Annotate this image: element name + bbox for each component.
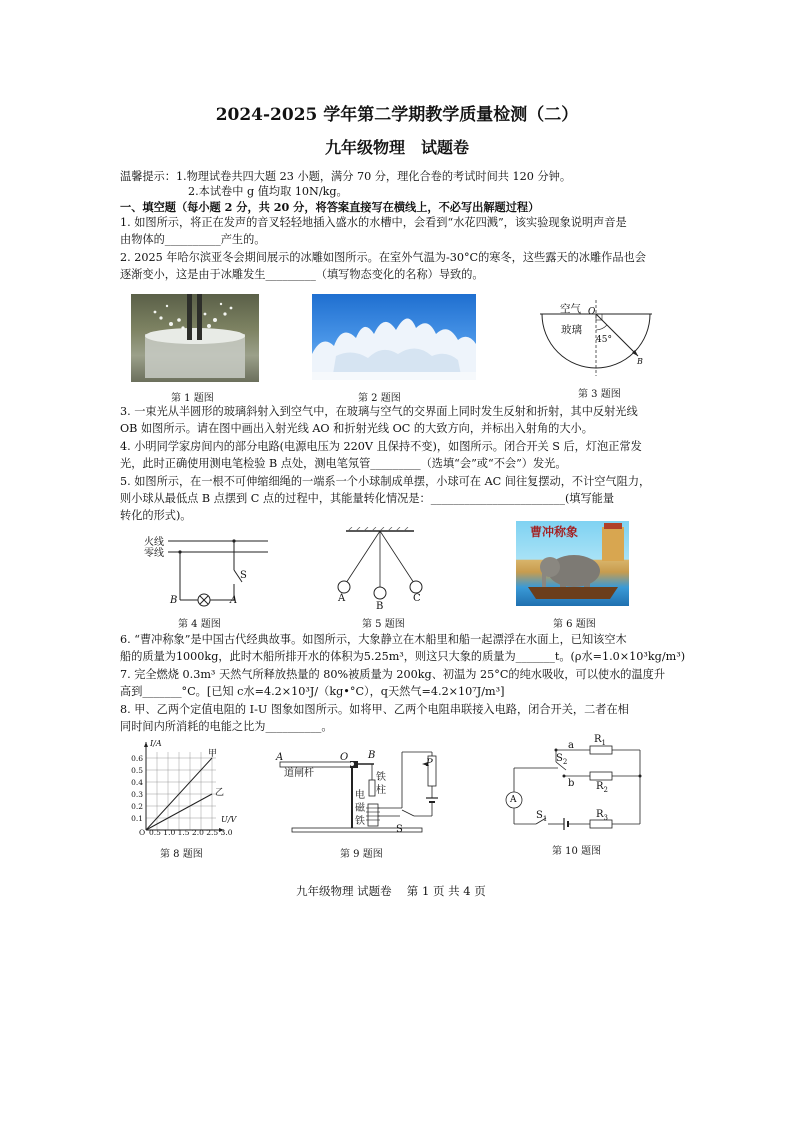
fig5-caption: 第 5 题图 bbox=[362, 619, 405, 630]
q7-line-2: 高到_______°C。[已知 c水=4.2×10³J/（kg•°C），q天然气=4.2×10⁷J/m³] bbox=[120, 685, 505, 698]
r1-letter: R bbox=[594, 734, 602, 745]
fig10-caption: 第 10 题图 bbox=[552, 846, 602, 857]
q3-line-2: OB 如图所示。请在图中画出入射光线 AO 和折射光线 OC 的大致方向，并标出入射角的大小。 bbox=[120, 422, 593, 435]
fig6-title: 曹冲称象 bbox=[530, 525, 579, 539]
fig9-em3: 铁 bbox=[355, 816, 365, 827]
r1-sub: 1 bbox=[601, 739, 606, 747]
s1-sub: 1 bbox=[542, 815, 548, 823]
fig9-s-label: S bbox=[396, 824, 403, 835]
fig8-xticks: 0.5 1.0 1.5 2.0 2.5 3.0 bbox=[149, 828, 233, 837]
ytick: 0.6 bbox=[131, 754, 143, 763]
fig9-iron1: 铁 bbox=[376, 772, 386, 783]
q8-line-2: 同时间内所消耗的电能之比为__________。 bbox=[120, 720, 333, 733]
fig8-yticks bbox=[129, 753, 143, 825]
ice-sculpture-image bbox=[312, 294, 476, 380]
tips-line-1: 温馨提示：1.物理试卷共四大题 23 小题，满分 70 分，理化合卷的考试时间共 120 分钟。 bbox=[120, 170, 572, 183]
r2-letter: R bbox=[596, 781, 604, 792]
fig8-origin: O bbox=[139, 828, 146, 837]
fig10-s2-label bbox=[556, 752, 567, 769]
fig10-s1-label bbox=[536, 809, 547, 826]
fig10-circuit bbox=[500, 738, 650, 834]
q1-line-1: 1. 如图所示，将正在发声的音叉轻轻地插入盛水的水槽中，会看到“水花四溅”，该实验现象说明声音是 bbox=[120, 216, 627, 229]
q2-line-2: 逐渐变小，这是由于冰雕发生_________（填写物态变化的名称）导致的。 bbox=[120, 268, 484, 281]
q5-line-3: 转化的形式)。 bbox=[120, 509, 192, 522]
q6-line-2: 船的质量为1000kg，此时木船所排开水的体积为5.25m³，则这只大象的质量为_______t。(ρ水=1.0×10³kg/m³) bbox=[120, 650, 686, 663]
q1-line-2: 由物体的__________产生的。 bbox=[120, 233, 266, 246]
fig4-caption: 第 4 题图 bbox=[178, 619, 221, 630]
boat bbox=[528, 587, 618, 599]
fig4-a-label: A bbox=[230, 595, 238, 606]
q6-line-1: 6. “曹冲称象”是中国古代经典故事。如图所示，大象静立在木船里和船一起漂浮在水面上，已知该空木 bbox=[120, 633, 627, 646]
fig9-o-label: O bbox=[340, 752, 349, 763]
r3-sub: 3 bbox=[603, 814, 608, 822]
exam-title: 2024-2025 学年第二学期教学质量检测（二） bbox=[215, 105, 579, 125]
s2-sub: 2 bbox=[562, 758, 568, 766]
fig3-angle-label: 45° bbox=[596, 335, 612, 345]
fig6-caption: 第 6 题图 bbox=[553, 619, 596, 630]
tuning-fork-water-image bbox=[131, 294, 259, 382]
fig4-live-label: 火线 bbox=[144, 537, 164, 548]
s2-letter: S bbox=[556, 753, 563, 764]
page-footer: 九年级物理 试题卷 第 1 页 共 4 页 bbox=[296, 884, 486, 898]
ytick: 0.2 bbox=[131, 802, 143, 811]
fig9-iron2: 柱 bbox=[376, 785, 386, 796]
fig2-photo bbox=[312, 294, 476, 380]
q7-line-1: 7. 完全燃烧 0.3m³ 天然气所释放热量的 80%被质量为 200kg、初温为 25°C的纯水吸收，可以使水的温度升 bbox=[120, 668, 666, 681]
fig4-b-label: B bbox=[170, 595, 178, 606]
q4-line-1: 4. 小明同学家房间内的部分电路(电源电压为 220V 且保持不变)，如图所示。闭合开关 S 后，灯泡正常发 bbox=[120, 440, 642, 453]
ytick: 0.3 bbox=[131, 790, 143, 799]
tips-line-2: 2.本试卷中 g 值均取 10N/kg。 bbox=[188, 185, 348, 198]
fig10-meter-label: A bbox=[510, 795, 517, 805]
ytick: 0.5 bbox=[131, 766, 143, 775]
section-1-title: 一、填空题（每小题 2 分，共 20 分，将答案直接写在横线上，不必写出解题过程） bbox=[120, 200, 540, 214]
ytick: 0.1 bbox=[131, 814, 143, 823]
fig8-ylabel: I/A bbox=[150, 739, 162, 748]
q8-line-1: 8. 甲、乙两个定值电阻的 I-U 图象如图所示。如将甲、乙两个电阻串联接入电路，闭合开关，二者在相 bbox=[120, 703, 629, 716]
iron-post bbox=[369, 780, 375, 796]
fig9-gate-label: 道闸杆 bbox=[284, 768, 314, 779]
fig8-jia-label: 甲 bbox=[208, 749, 218, 759]
fig1-caption: 第 1 题图 bbox=[171, 393, 214, 404]
fig4-neutral-label: 零线 bbox=[144, 548, 164, 559]
fig10-a-label: a bbox=[568, 740, 574, 751]
fig3-o-label: O bbox=[588, 307, 596, 317]
fig3-glass-label: 玻璃 bbox=[561, 324, 582, 336]
fig2-caption: 第 2 题图 bbox=[358, 393, 401, 404]
fig8-yi-label: 乙 bbox=[215, 788, 225, 798]
fig10-r3-label bbox=[596, 808, 608, 825]
ytick: 0.4 bbox=[131, 778, 143, 787]
fig4-s-label: S bbox=[240, 570, 247, 581]
fig9-p-label: P bbox=[426, 758, 433, 769]
ball-b bbox=[374, 587, 386, 599]
fig9-em2: 磁 bbox=[355, 803, 365, 814]
fig10-b-label: b bbox=[568, 778, 575, 789]
fig8-caption: 第 8 题图 bbox=[160, 849, 203, 860]
switch-s bbox=[402, 810, 414, 816]
q4-line-2: 光，此时正确使用测电笔检验 B 点处，测电笔氖管_________（选填“会”或“不会”）发光。 bbox=[120, 457, 567, 470]
fig9-b-label: B bbox=[368, 750, 376, 761]
fig3-caption: 第 3 题图 bbox=[578, 389, 621, 400]
fig5-c-label: C bbox=[413, 593, 421, 604]
fig1-photo bbox=[131, 294, 259, 382]
fig9-caption: 第 9 题图 bbox=[340, 849, 383, 860]
q3-line-1: 3. 一束光从半圆形的玻璃斜射入到空气中，在玻璃与空气的交界面上同时发生反射和折射，其中反射光线 bbox=[120, 405, 638, 418]
r2-sub: 2 bbox=[603, 786, 608, 794]
fig10-r1-label bbox=[594, 733, 606, 750]
fig10-r2-label bbox=[596, 780, 608, 797]
fig9-diagram bbox=[272, 748, 462, 838]
q5-line-2: 则小球从最低点 B 点摆到 C 点的过程中，其能量转化情况是：________________________(填写能量 bbox=[120, 492, 615, 505]
fig5-a-label: A bbox=[338, 593, 346, 604]
fig3-air-label: 空气 bbox=[560, 303, 581, 315]
s1-letter: S bbox=[536, 810, 543, 821]
r3-letter: R bbox=[596, 809, 604, 820]
fig4-circuit bbox=[168, 532, 268, 610]
fig5-b-label: B bbox=[376, 601, 384, 612]
q2-line-1: 2. 2025 年哈尔滨亚冬会期间展示的冰雕如图所示。在室外气温为-30°C的寒冬，这些露天的冰雕作品也会 bbox=[120, 251, 646, 264]
q5-line-1: 5. 如图所示，在一根不可伸缩细绳的一端系一个小球制成单摆，小球可在 AC 间往复摆动，不计空气阻力， bbox=[120, 475, 651, 488]
fig9-em1: 电 bbox=[355, 790, 365, 801]
fig9-a-label: A bbox=[276, 752, 284, 763]
exam-subtitle: 九年级物理 试题卷 bbox=[324, 138, 469, 157]
resistor-r2 bbox=[590, 772, 612, 780]
fig8-xlabel: U/V bbox=[221, 815, 237, 824]
electromagnet bbox=[368, 804, 378, 826]
fig3-b-label: B bbox=[637, 357, 643, 366]
